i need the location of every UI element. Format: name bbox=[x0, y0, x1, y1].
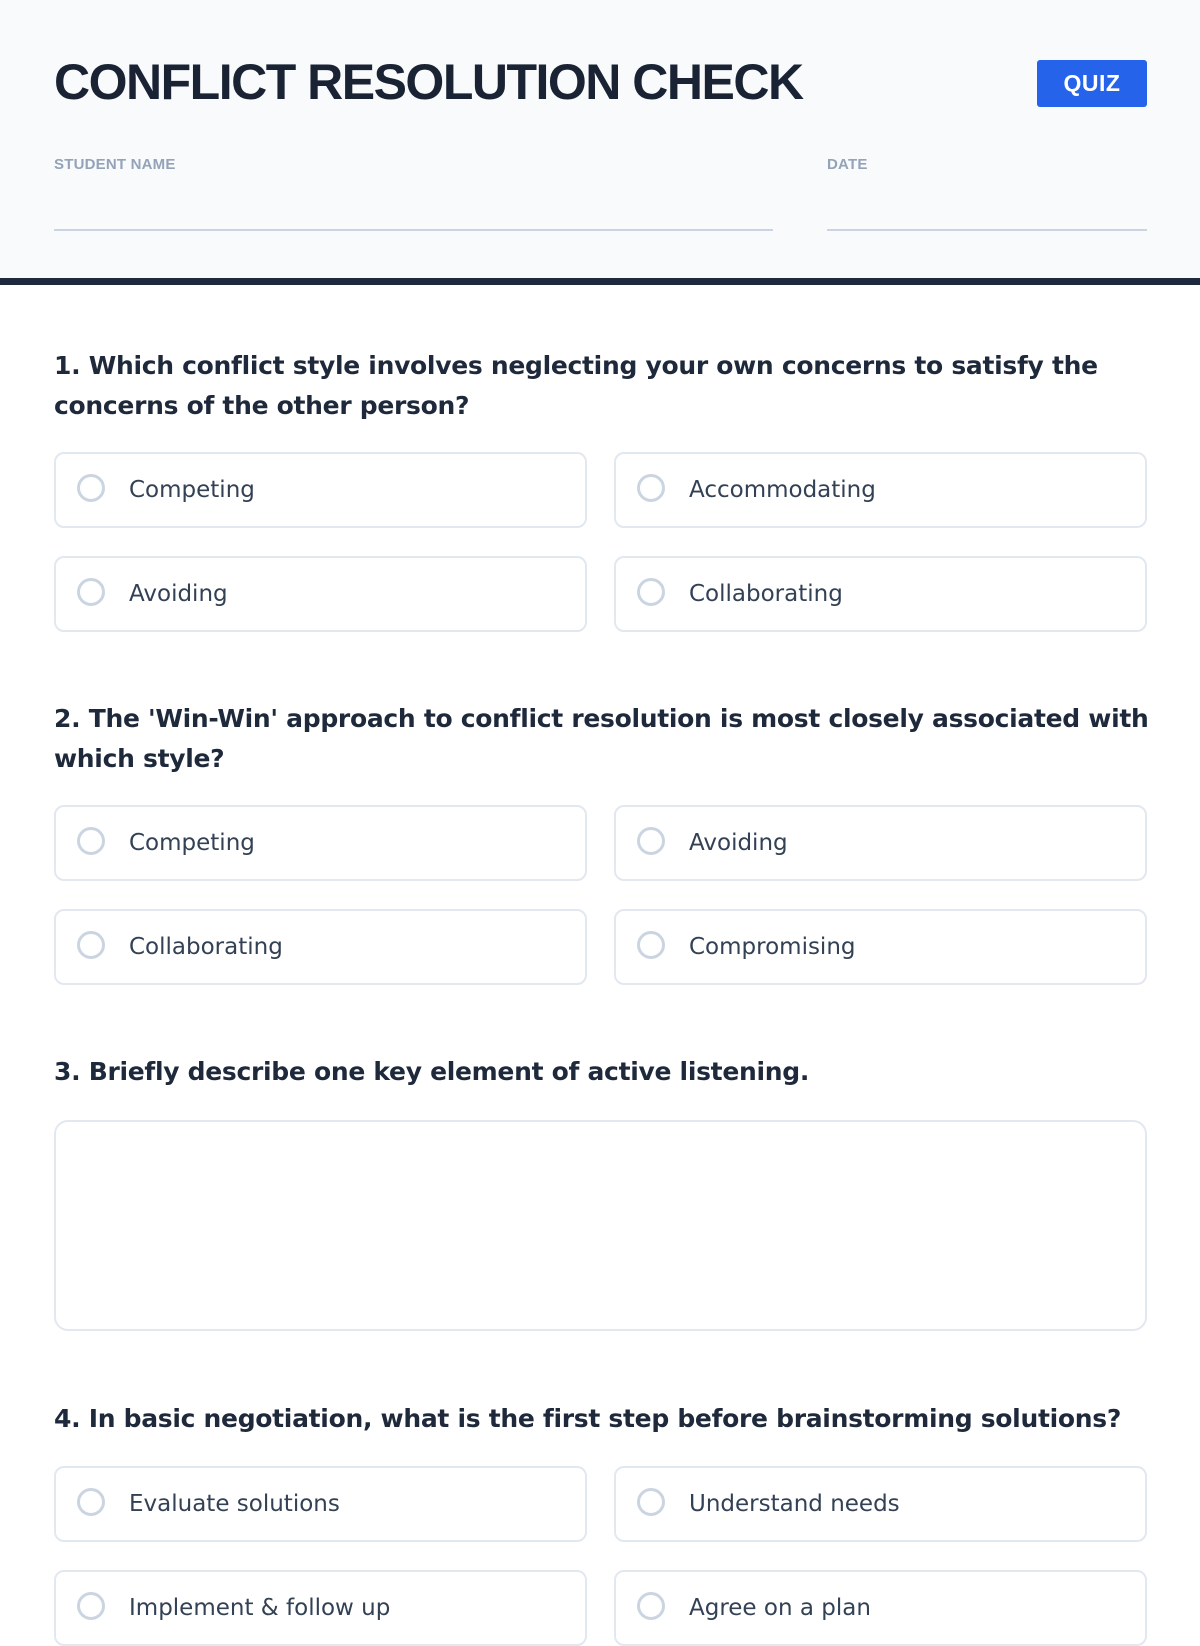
quiz-badge: QUIZ bbox=[1037, 60, 1147, 107]
q4-option-implement-follow-up[interactable] bbox=[54, 1570, 587, 1646]
option-label: Collaborating bbox=[689, 581, 843, 607]
q2-option-avoiding[interactable] bbox=[614, 805, 1147, 881]
radio-circle-icon[interactable] bbox=[77, 474, 105, 502]
option-label: Avoiding bbox=[129, 581, 228, 607]
option-label: Accommodating bbox=[689, 477, 876, 503]
q4-option-understand-needs[interactable] bbox=[614, 1466, 1147, 1542]
radio-circle-icon[interactable] bbox=[637, 474, 665, 502]
student-name-label: STUDENT NAME bbox=[54, 156, 176, 173]
question-1-text: 1. Which conflict style involves neglecting your own concerns to satisfy the concerns of the other person? bbox=[54, 351, 1098, 420]
date-field[interactable] bbox=[827, 155, 1147, 175]
option-label: Competing bbox=[129, 477, 255, 503]
q2-option-compromising[interactable] bbox=[614, 909, 1147, 985]
question-4-text: 4. In basic negotiation, what is the first step before brainstorming solutions? bbox=[54, 1404, 1122, 1433]
q4-option-agree-on-plan[interactable] bbox=[614, 1570, 1147, 1646]
radio-circle-icon[interactable] bbox=[637, 1592, 665, 1620]
question-2-text: 2. The 'Win-Win' approach to conflict resolution is most closely associated with which style? bbox=[54, 704, 1149, 773]
date-line[interactable] bbox=[827, 229, 1147, 231]
q1-option-avoiding[interactable] bbox=[54, 556, 587, 632]
student-name-field[interactable] bbox=[54, 155, 773, 175]
q1-option-accommodating[interactable] bbox=[614, 452, 1147, 528]
option-label: Compromising bbox=[689, 934, 856, 960]
answer-textarea[interactable] bbox=[54, 1120, 1147, 1331]
radio-circle-icon[interactable] bbox=[77, 931, 105, 959]
q1-option-collaborating[interactable] bbox=[614, 556, 1147, 632]
option-label: Understand needs bbox=[689, 1491, 900, 1517]
radio-circle-icon[interactable] bbox=[637, 1488, 665, 1516]
quiz-header bbox=[0, 0, 1200, 285]
q2-option-competing[interactable] bbox=[54, 805, 587, 881]
page-title: CONFLICT RESOLUTION CHECK bbox=[54, 54, 803, 110]
radio-circle-icon[interactable] bbox=[77, 1592, 105, 1620]
radio-circle-icon[interactable] bbox=[637, 931, 665, 959]
radio-circle-icon[interactable] bbox=[77, 578, 105, 606]
student-name-line[interactable] bbox=[54, 229, 773, 231]
q2-option-collaborating[interactable] bbox=[54, 909, 587, 985]
option-label: Competing bbox=[129, 830, 255, 856]
date-label: DATE bbox=[827, 156, 868, 173]
q1-option-competing[interactable] bbox=[54, 452, 587, 528]
radio-circle-icon[interactable] bbox=[637, 827, 665, 855]
option-label: Implement & follow up bbox=[129, 1595, 391, 1621]
option-label: Collaborating bbox=[129, 934, 283, 960]
radio-circle-icon[interactable] bbox=[637, 578, 665, 606]
option-label: Agree on a plan bbox=[689, 1595, 871, 1621]
option-label: Evaluate solutions bbox=[129, 1491, 340, 1517]
question-3-text: 3. Briefly describe one key element of active listening. bbox=[54, 1057, 810, 1086]
option-label: Avoiding bbox=[689, 830, 788, 856]
q4-option-evaluate-solutions[interactable] bbox=[54, 1466, 587, 1542]
radio-circle-icon[interactable] bbox=[77, 827, 105, 855]
radio-circle-icon[interactable] bbox=[77, 1488, 105, 1516]
